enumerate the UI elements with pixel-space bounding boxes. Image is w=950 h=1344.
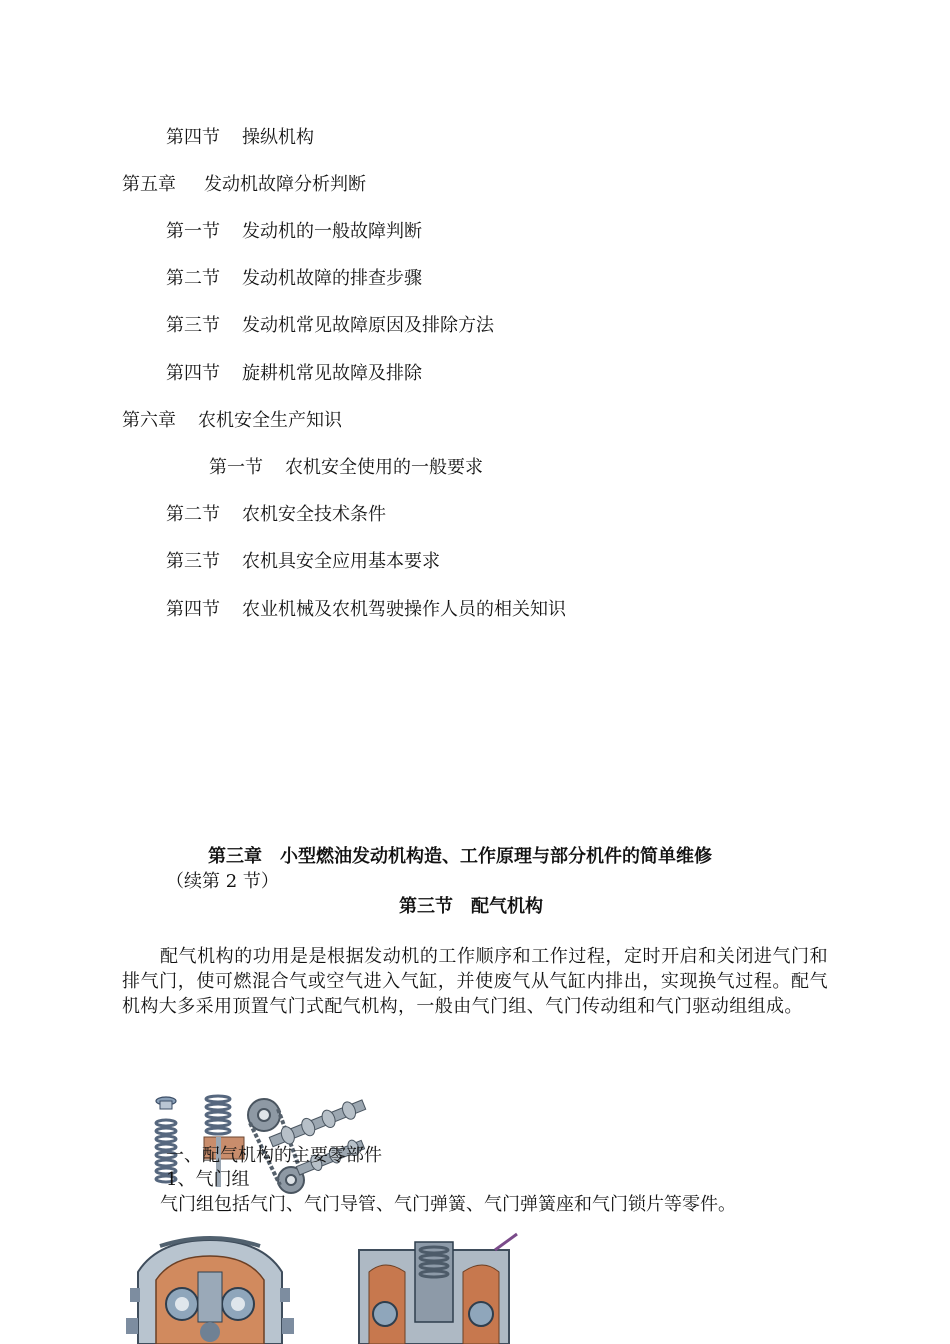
toc-number: 第一节 <box>209 457 263 478</box>
engine-cutaway-image <box>98 1232 323 1344</box>
section-title: 第三节 配气机构 <box>399 896 543 917</box>
toc-title: 旋耕机常见故障及排除 <box>242 363 422 384</box>
toc-title: 发动机的一般故障判断 <box>242 221 422 242</box>
toc-title: 农机安全使用的一般要求 <box>285 457 483 478</box>
toc-chapter-line <box>122 173 366 197</box>
toc-number: 第三节 <box>166 551 220 572</box>
toc-line <box>166 598 566 622</box>
toc-title: 发动机常见故障原因及排除方法 <box>242 315 494 336</box>
toc-title: 操纵机构 <box>242 127 314 148</box>
toc-number: 第四节 <box>166 599 220 620</box>
toc-line <box>166 267 422 291</box>
toc-number: 第三节 <box>166 315 220 336</box>
toc-number: 第一节 <box>166 221 220 242</box>
toc-number: 第四节 <box>166 127 220 148</box>
toc-line <box>166 126 314 150</box>
toc-line <box>166 220 422 244</box>
toc-number: 第六章 <box>122 410 176 431</box>
toc-chapter-line <box>122 409 342 433</box>
toc-title: 发动机故障分析判断 <box>204 174 366 195</box>
toc-number: 第二节 <box>166 268 220 289</box>
subheading-valve-group: 1、气门组 <box>166 1169 250 1190</box>
cylinder-head-cutaway-image <box>345 1232 525 1344</box>
toc-title: 发动机故障的排查步骤 <box>242 268 422 289</box>
toc-line <box>166 550 440 574</box>
toc-title: 农机具安全应用基本要求 <box>242 551 440 572</box>
toc-line <box>166 314 494 338</box>
valve-group-description: 气门组包括气门、气门导管、气门弹簧、气门弹簧座和气门锁片等零件。 <box>160 1194 736 1215</box>
intro-paragraph: 配气机构的功用是是根据发动机的工作顺序和工作过程，定时开启和关闭进气门和排气门，使可燃混合气或空气进入气缸，并使废气从气缸内排出，实现换气过程。配气机构大多采用顶置气门式配气机构，一般由气门组、气门传动组和气门驱动组组成。 <box>122 946 828 1017</box>
toc-number: 第四节 <box>166 363 220 384</box>
subheading-main-parts: 一、配气机构的主要零部件 <box>166 1145 382 1166</box>
toc-title: 农机安全生产知识 <box>198 410 342 431</box>
toc-number: 第五章 <box>122 174 176 195</box>
toc-line <box>166 503 386 527</box>
continued-note: （续第 2 节） <box>166 871 279 892</box>
chapter-heading: 第三章 小型燃油发动机构造、工作原理与部分机件的简单维修 <box>208 846 712 867</box>
toc-line <box>166 362 422 386</box>
toc-title: 农业机械及农机驾驶操作人员的相关知识 <box>242 599 566 620</box>
toc-title: 农机安全技术条件 <box>242 504 386 525</box>
toc-number: 第二节 <box>166 504 220 525</box>
toc-line <box>209 456 483 480</box>
